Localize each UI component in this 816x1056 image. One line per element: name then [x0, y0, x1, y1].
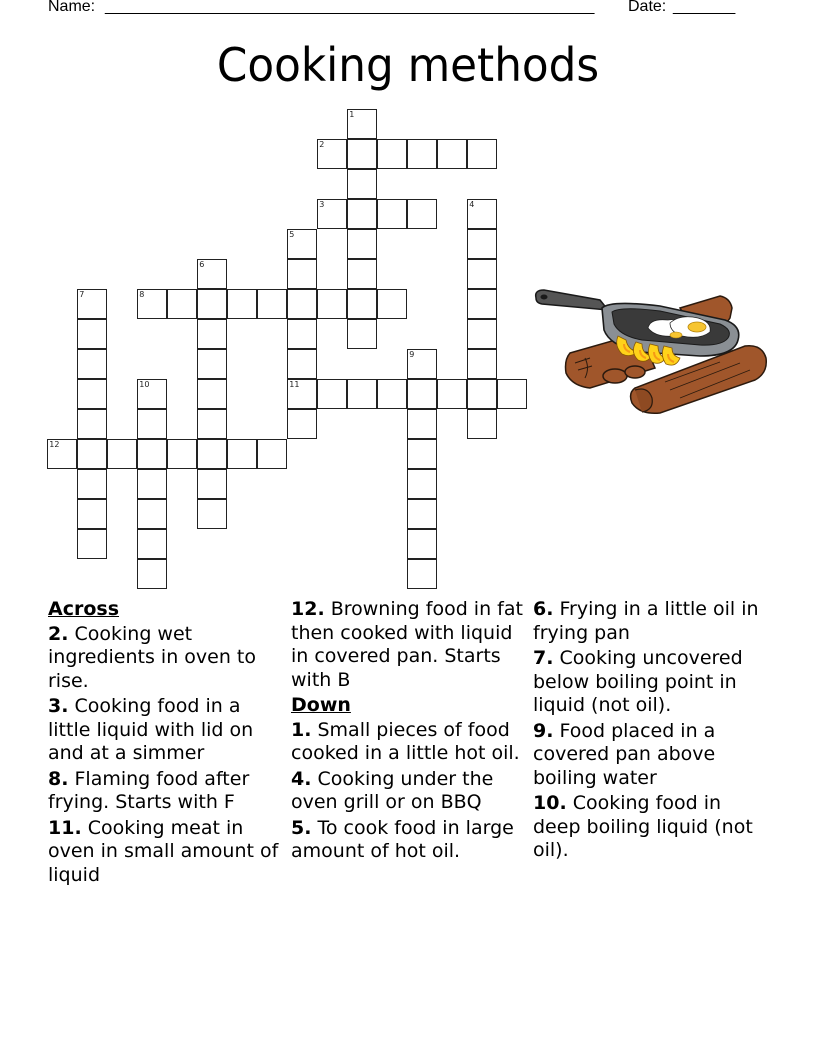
clue-number: 5.: [291, 816, 312, 839]
page-title: Cooking methods: [216, 38, 600, 92]
crossword-cell[interactable]: [77, 379, 107, 409]
crossword-cell[interactable]: [197, 499, 227, 529]
clue-down-9: [533, 720, 773, 791]
crossword-cell[interactable]: [407, 349, 437, 379]
crossword-cell[interactable]: [197, 319, 227, 349]
clue-text: Food placed in a covered pan above boiling water: [533, 719, 716, 789]
clue-number-label: 1: [349, 110, 355, 120]
clue-number-label: 3: [319, 200, 325, 210]
crossword-cell[interactable]: [197, 469, 227, 499]
clue-number: 9.: [533, 719, 554, 742]
crossword-cell[interactable]: [407, 379, 437, 409]
clue-number: 8.: [48, 767, 69, 790]
clue-number-label: 6: [199, 260, 205, 270]
crossword-cell[interactable]: [407, 469, 437, 499]
clue-text: Cooking wet ingredients in oven to rise.: [48, 622, 256, 692]
crossword-cell[interactable]: [137, 529, 167, 559]
crossword-cell[interactable]: [287, 229, 317, 259]
clue-number: 7.: [533, 647, 554, 669]
clue-number: 3.: [48, 695, 69, 717]
crossword-cell[interactable]: [257, 289, 287, 319]
crossword-cell[interactable]: [407, 439, 437, 469]
pan-handle-icon: [536, 290, 608, 310]
crossword-cell[interactable]: [377, 139, 407, 169]
clue-down-1: [291, 719, 529, 766]
clues-column-1: [48, 598, 283, 889]
crossword-cell[interactable]: [407, 139, 437, 169]
crossword-cell[interactable]: [497, 379, 527, 409]
crossword-cell[interactable]: [137, 379, 167, 409]
crossword-cell[interactable]: [347, 319, 377, 349]
crossword-cell[interactable]: [467, 409, 497, 439]
clue-across-8: [48, 768, 283, 815]
clue-number-label: 8: [139, 290, 145, 300]
clue-number: 10.: [533, 792, 567, 814]
crossword-cell[interactable]: [197, 349, 227, 379]
clue-number: 2.: [48, 622, 69, 645]
date-field[interactable]: _______: [673, 0, 736, 15]
across-heading: Across: [48, 598, 120, 620]
clue-across-3: [48, 695, 283, 766]
crossword-cell[interactable]: [347, 289, 377, 319]
crossword-cell[interactable]: [197, 439, 227, 469]
crossword-cell[interactable]: [407, 199, 437, 229]
crossword-cell[interactable]: [77, 409, 107, 439]
clue-number-label: 5: [289, 230, 295, 240]
crossword-cell[interactable]: [437, 139, 467, 169]
clue-text: Small pieces of food cooked in a little hot oil.: [291, 718, 520, 764]
clue-number-label: 7: [79, 290, 85, 300]
crossword-cell[interactable]: [197, 409, 227, 439]
crossword-cell[interactable]: [77, 499, 107, 529]
crossword-cell[interactable]: [137, 559, 167, 589]
crossword-cell[interactable]: [167, 289, 197, 319]
crossword-cell[interactable]: [347, 199, 377, 229]
crossword-cell[interactable]: [77, 469, 107, 499]
date-label: Date:: [628, 0, 667, 15]
crossword-cell[interactable]: [287, 259, 317, 289]
crossword-cell[interactable]: [467, 199, 497, 229]
crossword-cell[interactable]: [227, 289, 257, 319]
clue-text: Cooking uncovered below boiling point in liquid (not oil).: [533, 647, 743, 716]
clue-number: 4.: [291, 767, 312, 790]
clue-down-7: [533, 647, 773, 718]
clue-number: 11.: [48, 816, 82, 839]
crossword-cell[interactable]: [317, 379, 347, 409]
down-heading: Down: [291, 694, 351, 716]
clues-column-3: [533, 598, 773, 865]
crossword-cell[interactable]: [287, 379, 317, 409]
clue-down-5: [291, 817, 529, 864]
crossword-cell[interactable]: [377, 199, 407, 229]
crossword-cell[interactable]: [77, 319, 107, 349]
clue-text: Frying in a little oil in frying pan: [533, 598, 759, 644]
crossword-cell[interactable]: [137, 409, 167, 439]
crossword-cell[interactable]: [197, 379, 227, 409]
crossword-cell[interactable]: [407, 559, 437, 589]
crossword-cell[interactable]: [287, 349, 317, 379]
crossword-cell[interactable]: [197, 289, 227, 319]
clue-text: Cooking meat in oven in small amount of liquid: [48, 816, 279, 886]
clue-number-label: 9: [409, 350, 415, 360]
frying-pan-over-campfire-icon: [530, 278, 780, 418]
clues-column-2: [291, 598, 529, 866]
crossword-cell[interactable]: [317, 289, 347, 319]
crossword-cell[interactable]: [137, 499, 167, 529]
crossword-cell[interactable]: [467, 349, 497, 379]
crossword-cell[interactable]: [347, 139, 377, 169]
crossword-cell[interactable]: [437, 379, 467, 409]
clue-text: Cooking food in a little liquid with lid on and at a simmer: [48, 695, 254, 764]
crossword-cell[interactable]: [317, 199, 347, 229]
clue-text: Browning food in fat then cooked with liquid in covered pan. Starts with B: [291, 598, 523, 691]
crossword-cell[interactable]: [467, 289, 497, 319]
clue-number-label: 10: [139, 380, 150, 390]
crossword-cell[interactable]: [347, 259, 377, 289]
crossword-cell[interactable]: [227, 439, 257, 469]
crossword-cell[interactable]: [347, 109, 377, 139]
crossword-cell[interactable]: [77, 349, 107, 379]
clue-number: 12.: [291, 598, 325, 620]
crossword-cell[interactable]: [137, 439, 167, 469]
clue-number-label: 4: [469, 200, 475, 210]
crossword-cell[interactable]: [107, 439, 137, 469]
crossword-cell[interactable]: [467, 229, 497, 259]
crossword-cell[interactable]: [197, 259, 227, 289]
clue-across-11: [48, 817, 283, 888]
crossword-cell[interactable]: [287, 409, 317, 439]
clue-number-label: 2: [319, 140, 325, 150]
crossword-cell[interactable]: [287, 289, 317, 319]
clue-text: Flaming food after frying. Starts with F: [48, 767, 250, 813]
crossword-cell[interactable]: [347, 229, 377, 259]
clue-down-10: [533, 792, 773, 863]
crossword-cell[interactable]: [77, 289, 107, 319]
clue-number: 1.: [291, 718, 312, 741]
crossword-cell[interactable]: [257, 439, 287, 469]
clue-down-6: [533, 598, 773, 645]
clue-text: Cooking under the oven grill or on BBQ: [291, 767, 494, 813]
crossword-cell[interactable]: [407, 529, 437, 559]
clue-text: Cooking food in deep boiling liquid (not oil).: [533, 792, 753, 861]
crossword-cell[interactable]: [47, 439, 77, 469]
clue-across-12: [291, 598, 529, 692]
crossword-cell[interactable]: [317, 139, 347, 169]
crossword-cell[interactable]: [467, 259, 497, 289]
crossword-cell[interactable]: [377, 289, 407, 319]
clue-number: 6.: [533, 598, 554, 620]
clue-number-label: 11: [289, 380, 300, 390]
crossword-cell[interactable]: [137, 469, 167, 499]
name-field[interactable]: _______________________________________________________: [105, 0, 595, 15]
crossword-cell[interactable]: [137, 289, 167, 319]
crossword-cell[interactable]: [377, 379, 407, 409]
crossword-cell[interactable]: [467, 379, 497, 409]
clue-number-label: 12: [49, 440, 60, 450]
name-label: Name:: [48, 0, 96, 15]
crossword-cell[interactable]: [467, 319, 497, 349]
crossword-cell[interactable]: [77, 529, 107, 559]
crossword-cell[interactable]: [167, 439, 197, 469]
crossword-cell[interactable]: [407, 499, 437, 529]
clue-down-4: [291, 768, 529, 815]
crossword-cell[interactable]: [347, 169, 377, 199]
crossword-cell[interactable]: [347, 379, 377, 409]
clue-text: To cook food in large amount of hot oil.: [291, 816, 514, 862]
crossword-cell[interactable]: [407, 409, 437, 439]
crossword-cell[interactable]: [467, 139, 497, 169]
clue-across-2: [48, 623, 283, 694]
fried-eggs-icon: [648, 317, 710, 338]
crossword-cell[interactable]: [287, 319, 317, 349]
crossword-cell[interactable]: [77, 439, 107, 469]
